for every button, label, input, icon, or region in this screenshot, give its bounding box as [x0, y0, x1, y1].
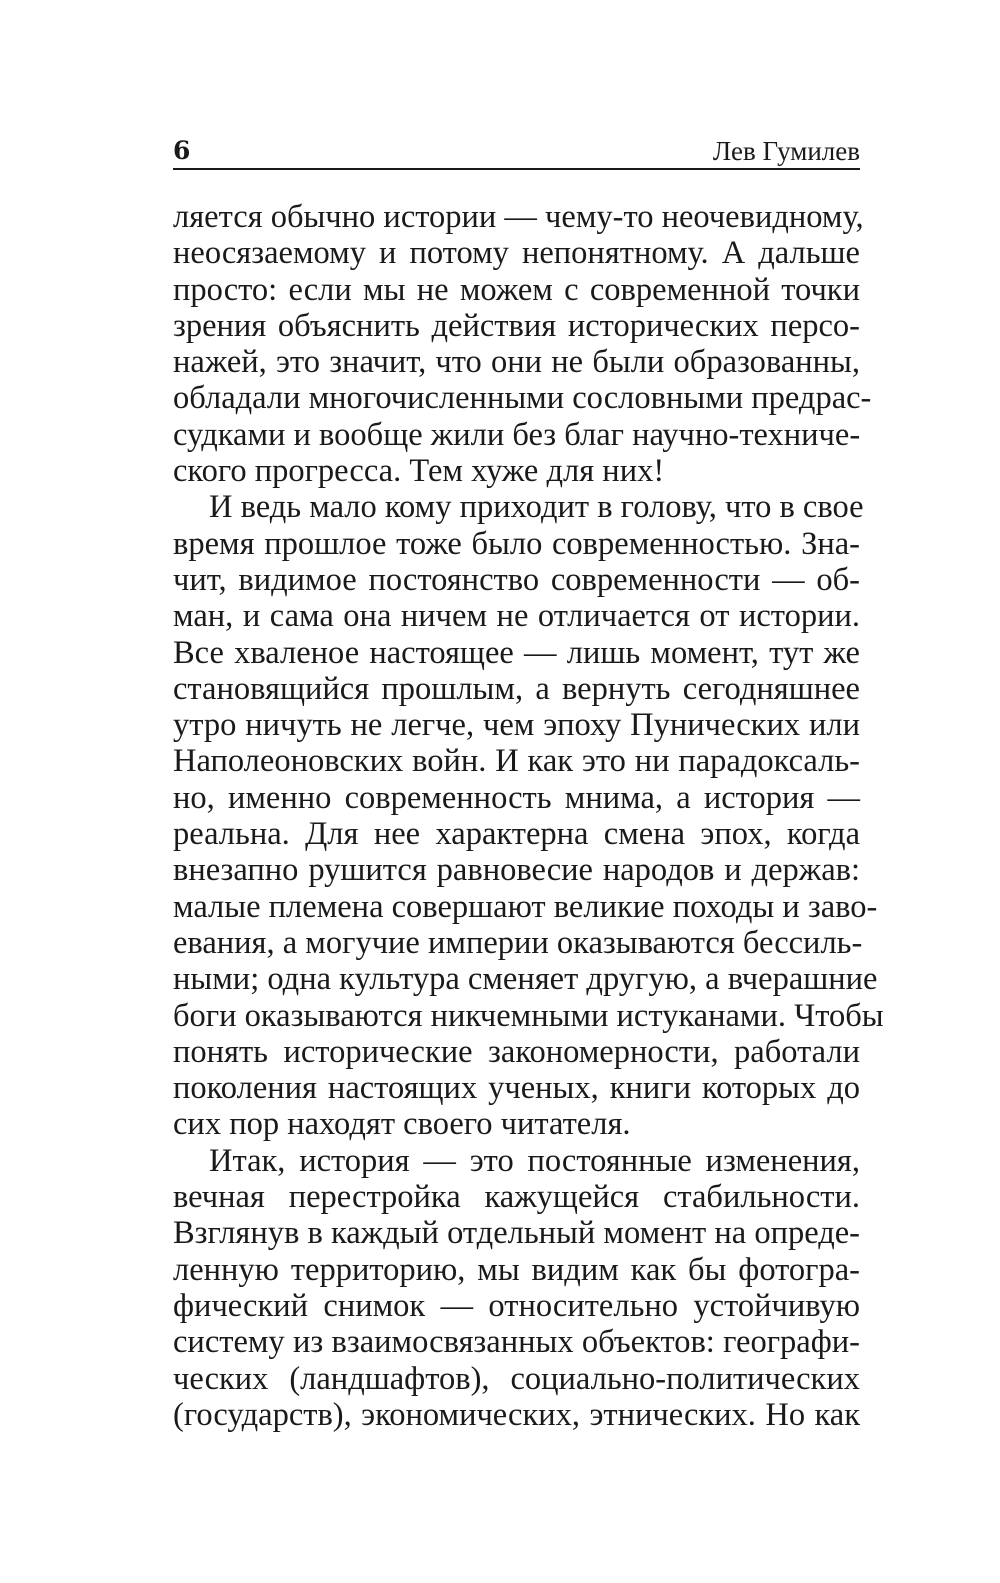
text-line: внезапно рушится равновесие народов и держав:	[173, 852, 860, 889]
text-line: Взглянув в каждый отдельный момент на опреде-	[173, 1215, 860, 1252]
text-line: зрения объяснить действия исторических персо-	[173, 307, 860, 344]
text-line: ными; одна культура сменяет другую, а вчерашние	[173, 961, 878, 998]
running-head-author: Лев Гумилев	[712, 136, 860, 166]
text-line: становящийся прошлым, а вернуть сегодняшнее	[173, 670, 860, 707]
text-line: сих пор находят своего читателя.	[173, 1106, 631, 1143]
text-line: обладали многочисленными сословными предрас-	[173, 380, 872, 417]
text-line: Итак, история — это постоянные изменения,	[209, 1142, 860, 1179]
text-line: И ведь мало кому приходит в голову, что в свое	[209, 489, 864, 526]
text-line: ского прогресса. Тем хуже для них!	[173, 453, 665, 490]
text-line: судками и вообще жили без благ научно-техниче-	[173, 416, 861, 453]
text-line: систему из взаимосвязанных объектов: географи-	[173, 1324, 860, 1361]
text-line: евания, а могучие империи оказываются бессиль-	[173, 924, 863, 961]
text-line: Наполеоновских войн. И как это ни парадоксаль-	[173, 743, 860, 780]
text-line: нажей, это значит, что они не были образованны,	[173, 344, 860, 381]
text-line: фический снимок — относительно устойчивую	[173, 1287, 860, 1324]
text-line: Все хваленое настоящее — лишь момент, тут же	[173, 634, 860, 671]
text-line: просто: если мы не можем с современной точки	[173, 271, 860, 308]
text-line: утро ничуть не легче, чем эпоху Пунических или	[173, 707, 860, 744]
body-text	[173, 199, 884, 1433]
text-line: ман, и сама она ничем не отличается от истории.	[173, 598, 860, 635]
text-line: поколения настоящих ученых, книги которых до	[173, 1070, 860, 1107]
text-line: но, именно современность мнима, а история —	[173, 779, 860, 816]
text-line: ленную территорию, мы видим как бы фотогра-	[173, 1251, 860, 1288]
text-line: время прошлое тоже было современностью. Зна-	[173, 525, 860, 562]
text-line: чит, видимое постоянство современности — об-	[173, 561, 860, 598]
text-line: ческих (ландшафтов), социально-политических	[173, 1360, 860, 1397]
text-line: реальна. Для нее характерна смена эпох, когда	[173, 816, 860, 853]
text-line: понять исторические закономерности, работали	[173, 1033, 860, 1070]
text-line: ляется обычно истории — чему-то неочевидному,	[173, 199, 864, 235]
text-line: малые племена совершают великие походы и заво-	[173, 888, 878, 925]
running-head	[173, 128, 860, 168]
header-rule	[173, 168, 860, 170]
text-line: неосязаемому и потому непонятному. А дальше	[173, 235, 860, 272]
text-line: боги оказываются никчемными истуканами. Чтобы	[173, 997, 884, 1034]
page-number: 6	[173, 136, 191, 165]
text-line: вечная перестройка кажущейся стабильности.	[173, 1179, 860, 1216]
text-line: (государств), экономических, этнических. Но как	[173, 1396, 860, 1433]
